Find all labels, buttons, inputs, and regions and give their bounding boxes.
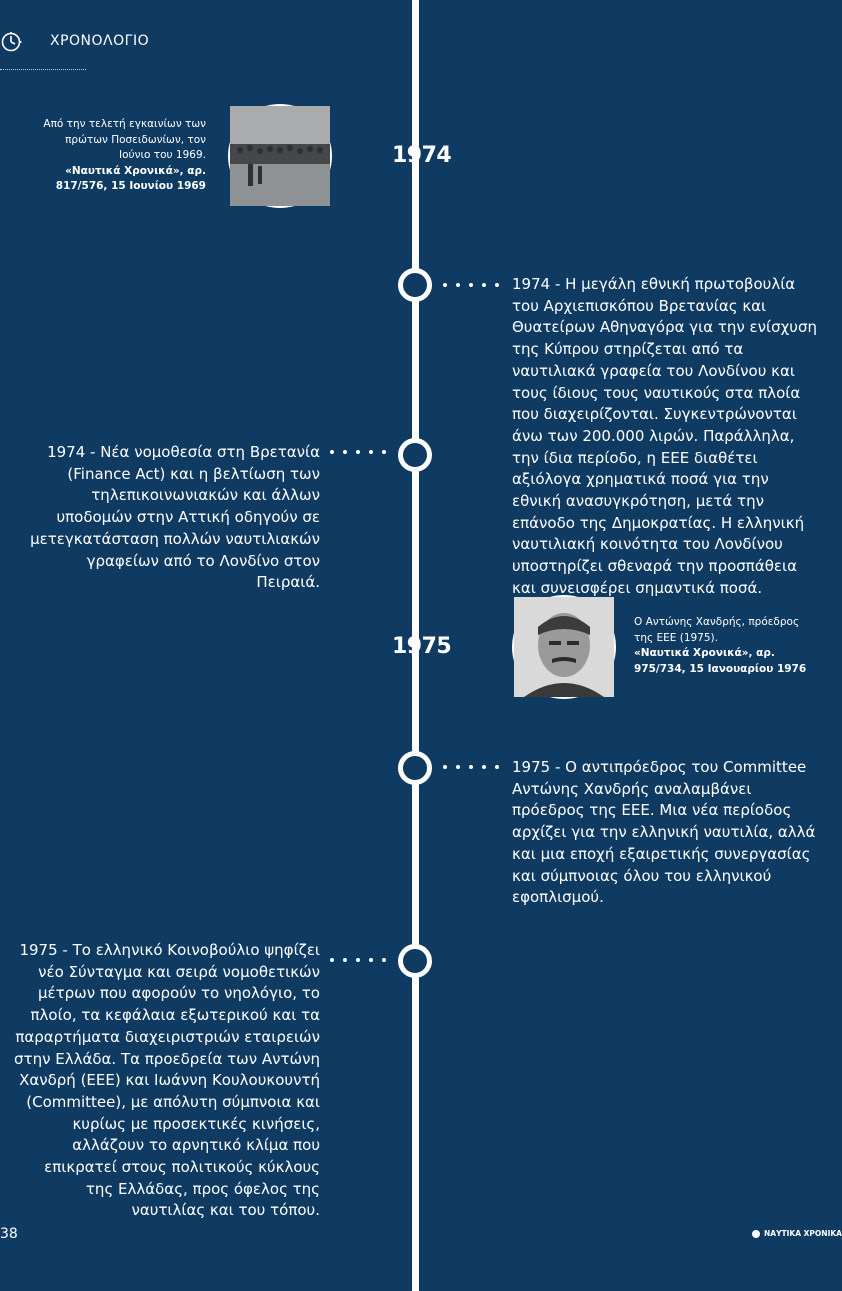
publication-name: ΝΑΥΤΙΚΑ ΧΡΟΝΙΚΑ [764,1229,842,1238]
timeline-node-4 [398,944,432,978]
photo2-caption-source-title: «Ναυτικά Χρονικά», αρ. [634,647,775,659]
event-1974-finance-act: 1974 - Νέα νομοθεσία στη Βρετανία (Finance Act) και η βελτίωση των τηλεπικοινωνιακών και άλλων υποδομών στην Αττική οδηγούν σε μετεγκατάσταση πολλών ναυτιλιακών γραφείων από το Λονδίνο στον Πειραιά. [30,443,320,592]
photo1-caption [40,117,206,195]
timeline-node-2 [398,438,432,472]
event-1975-new-constitution: 1975 - Το ελληνικό Κοινοβούλιο ψηφίζει νέο Σύνταγμα και σειρά νομοθετικών μέτρων που αφορούν το νηολόγιο, το πλοίο, τα κεφάλαια εξωτερικού και τα παραρτήματα διαχειριστριών εταιρειών στην Ελλάδα. Τα προεδρεία των Αντώνη Χανδρή (ΕΕΕ) και Ιωάννη Κουλουκουντή (Committee), με απόλυτη σύμπνοια και κυρίως με προσεκτικές κινήσεις, αλλάζουν το αρνητικό κλίμα που επικρατεί στους πολιτικούς κύκλους της Ελλάδας, προς όφελος της ναυτιλίας και του τόπου. [14,941,320,1220]
page-number: 38 [0,1226,18,1242]
header-divider [0,69,86,70]
photo2-caption-text: Ο Αντώνης Χανδρής, πρόεδρος της ΕΕΕ (1975). [634,616,800,644]
brand-dot-icon [752,1230,760,1238]
connector-dots-1 [443,283,499,287]
photo2-caption-source-issue: 975/734, 15 Ιανουαρίου 1976 [634,662,807,675]
photo1-caption-source-title: «Ναυτικά Χρονικά», αρ. [65,164,206,177]
photo1-caption-text: Από την τελετή εγκαινίων των πρώτων Ποσειδωνίων, τον Ιούνιο του 1969. [43,118,206,161]
section-title: ΧΡΟΝΟΛΟΓΙΟ [50,33,150,49]
event-1974-cyprus-support: 1974 - Η μεγάλη εθνική πρωτοβουλία του Αρχιεπισκόπου Βρετανίας και Θυατείρων Αθηναγόρα για την ενίσχυση της Κύπρου στηρίζεται από τα ναυτιλιακά γραφεία του Λονδίνου και τους ίδιους τους ναυτικούς στα πλοία που διαχειρίζονται. Συγκεντρώνονται άνω των 200.000 λιρών. Παράλληλα, την ίδια περίοδο, η ΕΕΕ διαθέτει αξιόλογα χρηματικά ποσά για την εθνική ανασυγκρότηση, μετά την επάνοδο της Δημοκρατίας. Η ελληνική ναυτιλιακή κοινότητα του Λονδίνου υποστηρίζει σθεναρά την προσπάθεια και συνεισφέρει σημαντικά ποσά. [512,275,817,597]
header-icon [0,31,22,53]
timeline-node-3 [398,751,432,785]
photo-inauguration-ceremony [228,104,332,208]
portrait-illustration [514,597,614,697]
timeline-node-1 [398,268,432,302]
connector-dots-4 [330,958,386,962]
clock-ship-wheel-icon [0,31,22,53]
connector-dots-3 [443,765,499,769]
publication-brand [752,1229,842,1238]
connector-dots-2 [330,450,386,454]
photo-antonis-chandris [512,595,616,699]
year-label-1974: 1974 [392,143,452,168]
photo1-caption-source-issue: 817/576, 15 Ιουνίου 1969 [55,180,206,192]
photo2-caption [634,615,814,677]
crowd-photo-illustration [230,106,330,206]
event-1975-chandris-president: 1975 - Ο αντιπρόεδρος του Committee Αντώνης Χανδρής αναλαμβάνει πρόεδρος της ΕΕΕ. Μια νέα περίοδος αρχίζει για την ελληνική ναυτιλία, αλλά και μια εποχή εξαιρετικής συνεργασίας και σύμπνοιας όλου του ελληνικού εφοπλισμού. [512,758,816,907]
year-label-1975: 1975 [392,634,452,659]
